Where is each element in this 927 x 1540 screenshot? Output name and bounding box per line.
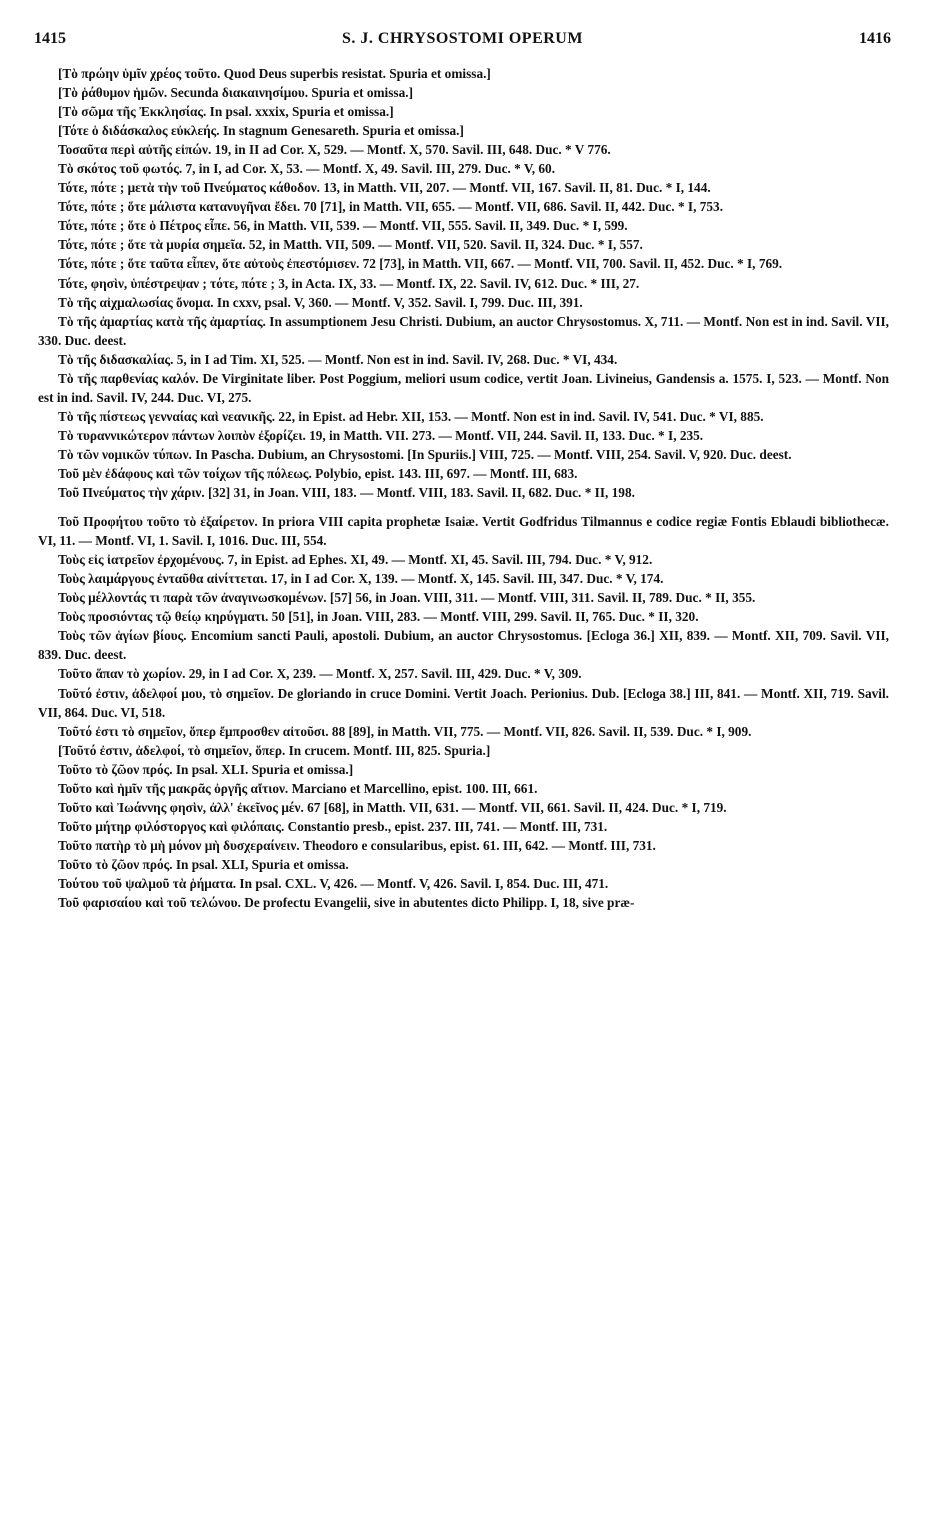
- index-entry: Τοῦ μὲν ἐδάφους καὶ τῶν τοίχων τῆς πόλεως. Polybio, epist. 143. III, 697. — Montf. III, 683.: [58, 465, 578, 481]
- page-number-left: 1415: [34, 30, 66, 47]
- running-title: S. J. CHRYSOSTOMI OPERUM: [342, 30, 583, 47]
- index-entry: Τοὺς εἰς ἰατρεῖον ἐρχομένους. 7, in Epist. ad Ephes. XI, 49. — Montf. XI, 45. Savil. III, 794. Duc. * V, 912.: [58, 552, 653, 568]
- index-entry: Τοῦτό ἐστιν, ἀδελφοί μου, τὸ σημεῖον. De gloriando in cruce Domini. Vertit Joach. Perionius. Dub. [Ecloga 38.] III, 841. — Montf. XII, 719. Savil. VII, 864. Duc. VI, 518.: [38, 685, 889, 720]
- index-entry: [Τότε ὁ διδάσκαλος εὐκλεής. In stagnum Genesareth. Spuria et omissa.]: [58, 123, 464, 139]
- section-gap: [38, 502, 889, 512]
- index-entry: Τὸ σκότος τοῦ φωτός. 7, in I, ad Cor. X, 53. — Montf. X, 49. Savil. III, 279. Duc. * V, 60.: [58, 161, 556, 177]
- index-entry: [Τὸ πρώην ὑμῖν χρέος τοῦτο. Quod Deus superbis resistat. Spuria et omissa.]: [58, 66, 491, 81]
- index-entry: Τότε, πότε ; ὅτε ὁ Πέτρος εἶπε. 56, in Matth. VII, 539. — Montf. VII, 555. Savil. II, 349. Duc. * I, 599.: [58, 218, 628, 234]
- page-number-right: 1416: [859, 30, 891, 47]
- index-entry: Τοῦτο καὶ ἡμῖν τῆς μακρᾶς ὀργῆς αἴτιον. Marciano et Marcellino, epist. 100. III, 661.: [58, 780, 538, 796]
- index-entry: Τότε, πότε ; ὅτε ταῦτα εἶπεν, ὅτε αὐτοὺς ἐπεστόμισεν. 72 [73], in Matth. VII, 667. — Montf. VII, 700. Savil. II, 452. Duc. * I, 769.: [58, 256, 783, 272]
- index-entry: Τὸ τῆς παρθενίας καλόν. De Virginitate liber. Post Poggium, meliori usum codice, vertit Joan. Livineius, Gandensis a. 1575. I, 523. — Montf. Non est in ind. Savil. IV, 244. Duc. VI, 275.: [38, 370, 889, 405]
- index-entry: Τὸ τυραννικώτερον πάντων λοιπὸν ἐξορίζει. 19, in Matth. VII. 273. — Montf. VII, 244. Savil. II, 133. Duc. * I, 235.: [58, 427, 704, 443]
- index-entry: Τότε, πότε ; ὅτε μάλιστα κατανυγῆναι ἔδει. 70 [71], in Matth. VII, 655. — Montf. VII, 686. Savil. II, 442. Duc. * I, 753.: [58, 199, 724, 215]
- index-body: [38, 64, 889, 912]
- index-entry: Τοὺς προσιόντας τῷ θείῳ κηρύγματι. 50 [51], in Joan. VIII, 283. — Montf. VIII, 299. Savil. II, 765. Duc. * II, 320.: [58, 609, 699, 625]
- index-entry: Τότε, φησὶν, ὑπέστρεψαν ; τότε, πότε ; 3, in Acta. IX, 33. — Montf. IX, 22. Savil. IV, 612. Duc. * III, 27.: [58, 275, 640, 291]
- index-entry: Τοὺς λαιμάργους ἐνταῦθα αἰνίττεται. 17, in I ad Cor. X, 139. — Montf. X, 145. Savil. III, 347. Duc. * V, 174.: [58, 571, 664, 587]
- index-entry: Τοῦτο μήτηρ φιλόστοργος καὶ φιλόπαις. Constantio presb., epist. 237. III, 741. — Montf. III, 731.: [58, 818, 608, 834]
- index-entry: [Τὸ σῶμα τῆς Ἐκκλησίας. In psal. xxxix, Spuria et omissa.]: [58, 104, 394, 120]
- index-entry: Τοῦ Προφήτου τοῦτο τὸ ἐξαίρετον. In priora VIII capita prophetæ Isaiæ. Vertit Godfridus Tilmannus e codice regiæ Fontis Eblaudi bibliothecæ. VI, 11. — Montf. VI, 1. Savil. I, 1016. Duc. III, 554.: [38, 514, 889, 549]
- index-entry: Τὸ τῆς αἰχμαλωσίας ὄνομα. In cxxv, psal. V, 360. — Montf. V, 352. Savil. I, 799. Duc. III, 391.: [58, 294, 583, 310]
- index-entry: Τὸ τῆς ἁμαρτίας κατὰ τῆς ἁμαρτίας. In assumptionem Jesu Christi. Dubium, an auctor Chrysostomus. X, 711. — Montf. Non est in ind. Savil. VII, 330. Duc. deest.: [38, 313, 889, 348]
- index-entry: Τοὺς μέλλοντάς τι παρὰ τῶν ἀναγινωσκομένων. [57] 56, in Joan. VIII, 311. — Montf. VIII, 311. Savil. II, 789. Duc. * II, 355.: [58, 590, 756, 606]
- index-entry: Τοῦ Πνεύματος τὴν χάριν. [32] 31, in Joan. VIII, 183. — Montf. VIII, 183. Savil. II, 682. Duc. * II, 198.: [58, 485, 635, 501]
- index-entry: Τοῦτο τὸ ζῶον πρός. In psal. XLI, Spuria et omissa.: [58, 856, 349, 872]
- index-entry: Τοὺς τῶν ἁγίων βίους. Encomium sancti Pauli, apostoli. Dubium, an auctor Chrysostomus. [Ecloga 36.] XII, 839. — Montf. XII, 709. Savil. VII, 839. Duc. deest.: [38, 628, 889, 663]
- index-entry: Τότε, πότε ; μετὰ τὴν τοῦ Πνεύματος κάθοδον. 13, in Matth. VII, 207. — Montf. VII, 167. Savil. II, 81. Duc. * I, 144.: [58, 180, 711, 196]
- index-entry: Τὸ τῶν νομικῶν τύπων. In Pascha. Dubium, an Chrysostomi. [In Spuriis.] VIII, 725. — Montf. VIII, 254. Savil. V, 920. Duc. deest.: [58, 446, 792, 462]
- index-entry: Τοῦτο καὶ Ἰωάννης φησὶν, ἀλλ' ἐκεῖνος μέν. 67 [68], in Matth. VII, 631. — Montf. VII, 661. Savil. II, 424. Duc. * I, 719.: [58, 799, 727, 815]
- index-entry: Τούτου τοῦ ψαλμοῦ τὰ ῥήματα. In psal. CXL. V, 426. — Montf. V, 426. Savil. I, 854. Duc. III, 471.: [58, 875, 609, 891]
- index-entry: Τοῦτο πατὴρ τὸ μὴ μόνον μὴ δυσχεραίνειν. Theodoro e consularibus, epist. 61. III, 642. — Montf. III, 731.: [58, 837, 656, 853]
- index-entry: Τοῦ φαρισαίου καὶ τοῦ τελώνου. De profectu Evangelii, sive in abutentes dicto Philipp. I, 18, sive præ-: [58, 895, 635, 911]
- index-entry: Τοῦτό ἐστι τὸ σημεῖον, ὅπερ ἔμπροσθεν αἰτοῦσι. 88 [89], in Matth. VII, 775. — Montf. VII, 826. Savil. II, 539. Duc. * I, 909.: [58, 723, 752, 739]
- index-entry: [Τοῦτό ἐστιν, ἀδελφοί, τὸ σημεῖον, ὅπερ. In crucem. Montf. III, 825. Spuria.]: [58, 742, 491, 758]
- index-entry: Τὸ τῆς πίστεως γενναίας καὶ νεανικῆς. 22, in Epist. ad Hebr. XII, 153. — Montf. Non est in ind. Savil. IV, 541. Duc. * VI, 885.: [58, 408, 764, 424]
- index-entry: [Τὸ ῥάθυμον ἡμῶν. Secunda διακαινησίμου. Spuria et omissa.]: [58, 85, 414, 101]
- index-entry: Τοσαῦτα περὶ αὐτῆς εἰπών. 19, in II ad Cor. X, 529. — Montf. X, 570. Savil. III, 648. Duc. * V 776.: [58, 142, 611, 158]
- index-entry: Τοῦτο ἅπαν τὸ χωρίον. 29, in I ad Cor. X, 239. — Montf. X, 257. Savil. III, 429. Duc. * V, 309.: [58, 666, 582, 682]
- index-entry: Τὸ τῆς διδασκαλίας. 5, in I ad Tim. XI, 525. — Montf. Non est in ind. Savil. IV, 268. Duc. * VI, 434.: [58, 351, 618, 367]
- index-entry: Τότε, πότε ; ὅτε τὰ μυρία σημεῖα. 52, in Matth. VII, 509. — Montf. VII, 520. Savil. II, 324. Duc. * I, 557.: [58, 237, 643, 253]
- index-entry: Τοῦτο τὸ ζῶον πρός. In psal. XLI. Spuria et omissa.]: [58, 761, 354, 777]
- running-header: [34, 30, 891, 54]
